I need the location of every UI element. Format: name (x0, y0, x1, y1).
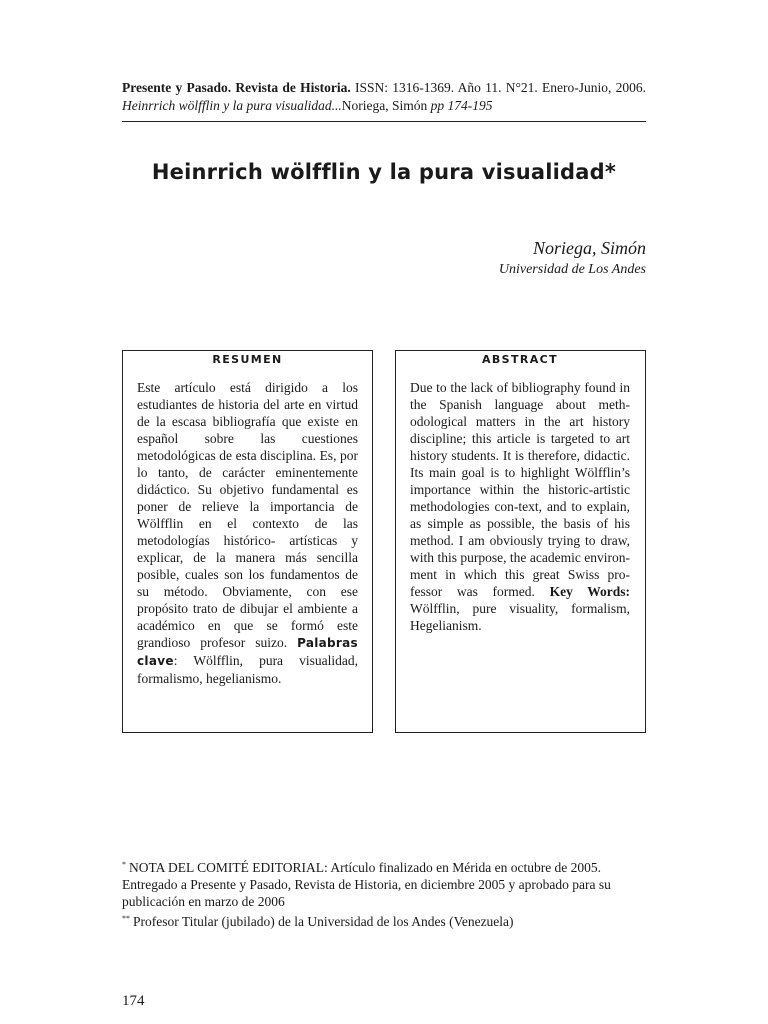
abstract-heading: ABSTRACT (481, 353, 559, 366)
footnote-text: Profesor Titular (jubilado) de la Universidad de los Andes (Venezuela) (133, 914, 514, 929)
page-number: 174 (122, 993, 145, 1009)
running-header (122, 79, 646, 115)
resumen-body (137, 379, 358, 687)
footnote (122, 856, 646, 910)
footnotes (122, 856, 646, 930)
journal-name: Presente y Pasado. Revista de Historia. (122, 80, 351, 95)
abstract-body (410, 379, 630, 634)
resumen-heading: RESUMEN (212, 353, 283, 366)
abstract-keywords-label: Key Words: (549, 584, 630, 599)
header-author: Noriega, Simón (341, 98, 431, 113)
abstract-text: Due to the lack of bibliography found in the Spanish language about meth-odological matters in the art history discipline; this article is targeted to art history students. It is therefore, didactic. Its main goal is to highlight Wölfflin’s importance within the historic-artistic methodologies con-text, and to explain, as simple as possible, the basis of his method. I am obviously trying to draw, with this purpose, the academic environ-ment in which this great Swiss pro-fessor was formed. (410, 380, 630, 599)
resumen-box (122, 350, 373, 733)
article-title: Heinrrich wölfflin y la pura visualidad* (151, 160, 617, 184)
resumen-text: Este artículo está dirigido a los estudiantes de historia del arte en virtud de la escasa bibliografía que existe en español sobre las cuestiones metodológicas de esta disciplina. Es, por lo tanto, de carácter eminentemente didáctico. Su objetivo fundamental es poner de relieve la importancia de Wölfflin en el contexto de las metodologías histórico- artísticas y explicar, de la manera más sencilla posible, cuales son los fundamentos de su método. Obviamente, con ese propósito trato de dibujar el ambiente a académico en que se formó este grandioso profesor suizo. (137, 380, 358, 650)
footnote-text: NOTA DEL COMITÉ EDITORIAL: Artículo finalizado en Mérida en octubre de 2005. Entregado a Presente y Pasado, Revista de Historia, en diciembre 2005 y aprobado para su publicación en marzo de 2006 (122, 860, 611, 909)
header-article-title: Heinrrich wölfflin y la pura visualidad... (122, 98, 342, 113)
header-pages: pp 174-195 (430, 98, 493, 113)
header-rule (122, 121, 646, 122)
journal-citation: ISSN: 1316-1369. Año 11. N°21. Enero-Junio, 2006. (350, 80, 646, 95)
author-affiliation: Universidad de Los Andes (498, 262, 646, 277)
resumen-keywords-label: Palabras clave (137, 636, 358, 668)
footnote (122, 910, 646, 930)
abstract-box (395, 350, 646, 733)
footnote-marker: * (122, 860, 126, 869)
abstract-keywords: Wölfflin, pure visuality, formalism, Hegelianism. (410, 601, 630, 633)
resumen-keywords: : Wölfflin, pura visualidad, formalismo, hegelianismo. (137, 653, 358, 686)
footnote-marker: ** (122, 914, 130, 923)
author-name: Noriega, Simón (532, 238, 646, 258)
